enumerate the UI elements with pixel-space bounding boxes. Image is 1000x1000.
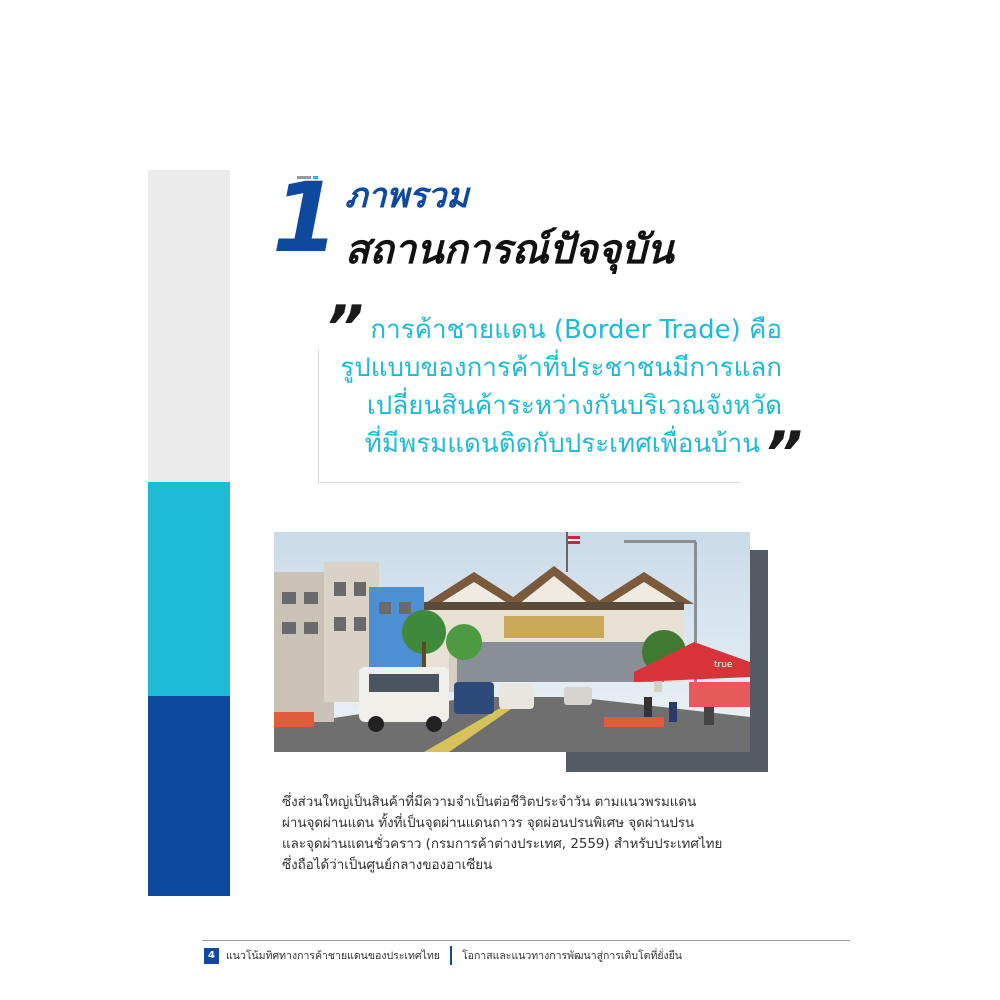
- footer-rule: [202, 940, 850, 941]
- border-checkpoint-photo: [274, 532, 750, 752]
- chapter-title-line2: สถานการณ์ปัจจุบัน: [345, 227, 674, 273]
- body-paragraph: [282, 792, 794, 876]
- quote-frame-vertical: [318, 350, 319, 482]
- body-line: ผ่านจุดผ่านแดน ทั้งที่เป็นจุดผ่านแดนถาวร จุดผ่อนปรนพิเศษ จุดผ่านปรน: [282, 816, 695, 831]
- quote-line: ที่มีพรมแดนติดกับประเทศเพื่อนบ้าน: [364, 429, 760, 459]
- quote-line: เปลี่ยนสินค้าระหว่างกันบริเวณจังหวัด: [366, 391, 782, 421]
- footer-book-subtitle: โอกาสและแนวทางการพัฒนาสู่การเติบโตที่ยั่งยืน: [462, 950, 682, 962]
- body-line: ซึ่งถือได้ว่าเป็นศูนย์กลางของอาเซียน: [282, 858, 493, 873]
- decorative-band-navy: [148, 696, 230, 896]
- quote-line: การค้าชายแดน (Border Trade) คือ: [370, 315, 782, 345]
- quote-frame-horizontal: [318, 482, 740, 483]
- quote-open-mark: ”: [325, 293, 364, 363]
- body-line: และจุดผ่านแดนชั่วคราว (กรมการค้าต่างประเทศ, 2559) สำหรับประเทศไทย: [282, 837, 723, 852]
- quote-line: รูปแบบของการค้าที่ประชาชนมีการแลก: [340, 353, 782, 383]
- footer-book-title: แนวโน้มทิศทางการค้าชายแดนของประเทศไทย: [226, 950, 440, 962]
- border-checkpoint-illustration: [274, 532, 750, 752]
- footer-separator: [450, 946, 452, 965]
- page-number-badge: 4: [204, 948, 219, 964]
- quote-close-mark: ”: [764, 419, 803, 489]
- body-line: ซึ่งส่วนใหญ่เป็นสินค้าที่มีความจำเป็นต่อชีวิตประจำวัน ตามแนวพรมแดน: [282, 795, 697, 810]
- tent-sign-text: true: [714, 660, 733, 670]
- decorative-band-grey: [148, 170, 230, 482]
- chapter-title-line1: ภาพรวม: [345, 176, 469, 216]
- decorative-band-cyan: [148, 482, 230, 696]
- chapter-number: 1: [272, 162, 339, 274]
